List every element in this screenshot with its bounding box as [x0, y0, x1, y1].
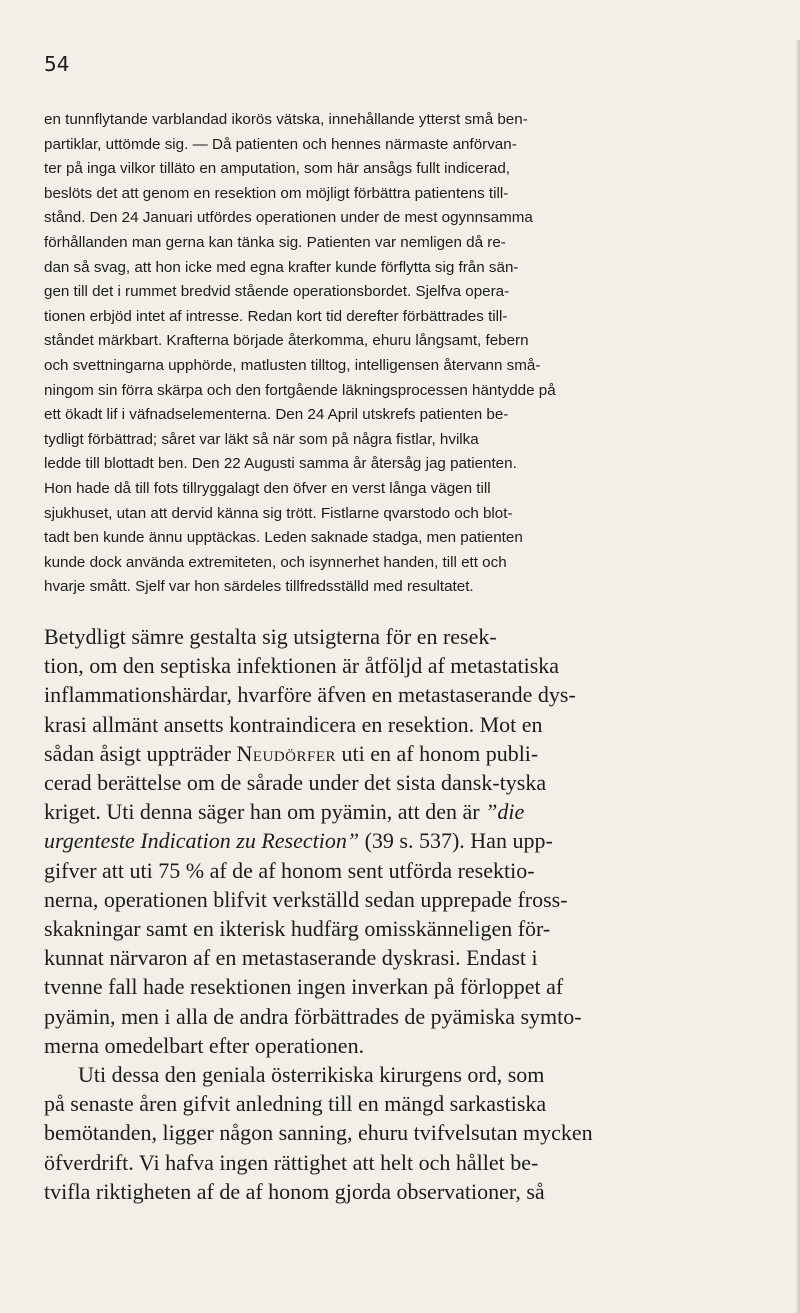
text-line: ter på inga vilkor tilläto en amputation, som här ansågs fullt indicerad, — [44, 160, 510, 178]
page-number: 54 — [44, 52, 70, 76]
text-line: gifver att uti 75 % af de af honom sent utförda resektio- — [44, 857, 535, 883]
text-line — [44, 797, 758, 826]
quote-fragment: ”die — [485, 799, 525, 825]
text-line: tadt ben kunde ännu upptäckas. Leden saknade stadga, men patienten — [44, 529, 523, 547]
text-line: tion, om den septiska infektionen är åtföljd af metastatiska — [44, 653, 560, 679]
author-name: Neudörfer — [236, 740, 336, 766]
text-fragment: kriget. Uti denna säger han om pyämin, att den är — [44, 799, 486, 825]
text-line: cerad berättelse om de sårade under det sista dansk-tyska — [44, 770, 547, 796]
text-line — [44, 739, 758, 768]
text-line: beslöts det att genom en resektion om möjligt förbättra patientens till- — [44, 184, 509, 202]
quote-fragment: urgenteste Indication zu Resection” — [44, 828, 360, 854]
text-line: stånd. Den 24 Januari utfördes operationen under de mest ogynnsamma — [44, 209, 533, 227]
text-line: kunnat närvaron af en metastaserande dyskrasi. Endast i — [44, 945, 538, 971]
page-edge-shadow — [796, 40, 800, 1313]
large-text — [44, 622, 758, 1206]
text-line: dan så svag, att hon icke med egna krafter kunde förflytta sig från sän- — [44, 258, 519, 276]
text-line: pyämin, men i alla de andra förbättrades de pyämiska symto- — [44, 1003, 582, 1029]
small-paragraph — [44, 108, 758, 600]
text-line: på senaste åren gifvit anledning till en mängd sarkastiska — [44, 1091, 547, 1117]
text-line: skakningar samt en ikterisk hudfärg omisskänneligen för- — [44, 916, 551, 942]
text-line: förhållanden man gerna kan tänka sig. Patienten var nemligen då re- — [44, 233, 506, 251]
text-line: tvenne fall hade resektionen ingen inverkan på förloppet af — [44, 974, 564, 1000]
text-line: ståndet märkbart. Krafterna började återkomma, ehuru långsamt, febern — [44, 332, 529, 350]
text-fragment: uti en af honom publi- — [336, 740, 539, 766]
text-line: ningom sin förra skärpa och den fortgående läkningsprocessen häntydde på — [44, 381, 556, 399]
text-line: hvarje smått. Sjelf var hon särdeles tillfredsställd med resultatet. — [44, 578, 474, 596]
text-line: partiklar, uttömde sig. — Då patienten och hennes närmaste anförvan- — [44, 135, 517, 153]
text-line: ledde till blottadt ben. Den 22 Augusti samma år återsåg jag patienten. — [44, 455, 517, 473]
text-line: ett ökadt lif i väfnadselementerna. Den 24 April utskrefs patienten be- — [44, 406, 509, 424]
text-line: merna omedelbart efter operationen. — [44, 1032, 365, 1058]
text-line: inflammationshärdar, hvarföre äfven en metastaserande dys- — [44, 682, 576, 708]
text-line — [44, 826, 758, 855]
text-line: öfverdrift. Vi hafva ingen rättighet att helt och hållet be- — [44, 1149, 539, 1175]
text-line: och svettningarna upphörde, matlusten tilltog, intelligensen återvann små- — [44, 356, 541, 374]
text-line: gen till det i rummet bredvid stående operationsbordet. Sjelfva opera- — [44, 283, 510, 301]
text-line: tionen erbjöd intet af intresse. Redan kort tid derefter förbättrades till- — [44, 307, 508, 325]
text-line: sjukhuset, utan att dervid känna sig trött. Fistlarne qvarstodo och blot- — [44, 504, 513, 522]
text-fragment: sådan åsigt uppträder — [44, 740, 237, 766]
text-fragment: (39 s. 537). Han upp- — [359, 828, 553, 854]
text-line: nerna, operationen blifvit verkställd sedan upprepade fross- — [44, 886, 568, 912]
text-line: tydligt förbättrad; såret var läkt så när som på några fistlar, hvilka — [44, 430, 479, 448]
text-line: kunde dock använda extremiteten, och isynnerhet handen, till ett och — [44, 553, 507, 571]
text-line: tvifla riktigheten af de af honom gjorda observationer, så — [44, 1178, 545, 1204]
text-line: Uti dessa den geniala österrikiska kirurgens ord, som — [78, 1062, 545, 1088]
text-line: en tunnflytande varblandad ikorös vätska, innehållande ytterst små ben- — [44, 111, 528, 128]
text-line: Betydligt sämre gestalta sig utsigterna för en resek- — [44, 624, 497, 649]
text-line: krasi allmänt ansetts kontraindicera en resektion. Mot en — [44, 711, 543, 737]
text-line: bemötanden, ligger någon sanning, ehuru tvifvelsutan mycken — [44, 1120, 593, 1146]
text-line: Hon hade då till fots tillryggalagt den öfver en verst långa vägen till — [44, 479, 491, 497]
